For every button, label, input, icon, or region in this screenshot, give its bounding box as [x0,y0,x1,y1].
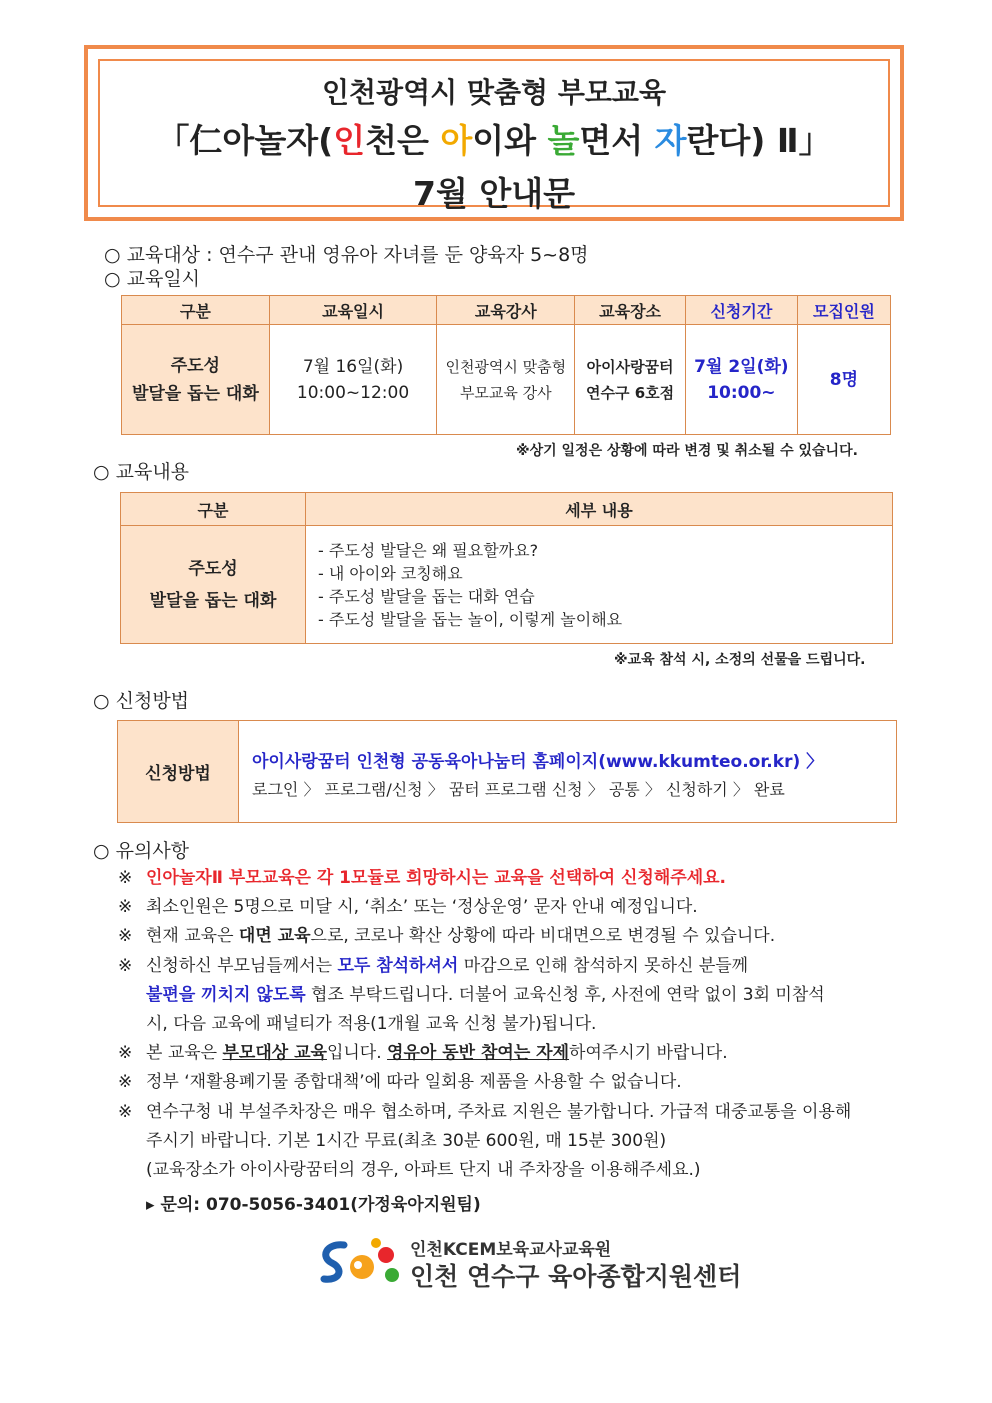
title-randa: 란다) [686,121,766,160]
content-header-category: 구분 [121,493,306,526]
content-category-line1: 주도성 [188,558,238,579]
note-4-d: 불편을 끼치지 않도록 [146,985,306,1005]
schedule-instructor-line1: 인천광역시 맞춤형 [445,357,567,376]
title-a2: 아 [440,121,473,160]
title-line1: 인천광역시 맞춤형 부모교육 [321,76,667,109]
education-target: ○ 교육대상 : 연수구 관내 영유아 자녀를 둔 양육자 5~8명 [104,244,589,266]
title-roman: Ⅱ [765,121,799,160]
schedule-date: 7월 16일(화) [302,356,404,377]
note-4-a: 신청하신 부모님들께서는 [146,956,338,976]
schedule-period-line1: 7월 2일(화) [694,356,789,377]
note-5-b: 부모대상 교육 [222,1043,327,1063]
schedule-instructor [437,325,575,435]
schedule-header-place: 교육장소 [575,296,686,325]
title-ja2: 자 [654,121,687,160]
schedule-capacity: 8명 [797,325,890,435]
center-logo-icon [314,1235,406,1291]
apply-label: 신청방법 [118,721,239,822]
apply-steps: 로그인 〉 프로그램/신청 〉 꿈터 프로그램 신청 〉 공통 〉 신청하기 〉 완료 [252,780,785,799]
schedule-header-period: 신청기간 [685,296,797,325]
title-cheoneun: 천은 [365,121,441,160]
schedule-table [121,295,891,435]
note-mark: ※ [118,926,133,946]
schedule-period-line2: 10:00~ [707,382,776,403]
logo-title: 인천 연수구 육아종합지원센터 [410,1262,742,1291]
note-6 [118,1068,682,1097]
schedule-header-category: 구분 [122,296,270,325]
note-4-line2 [146,981,825,1010]
content-heading: ○ 교육내용 [93,461,190,483]
schedule-time: 10:00~12:00 [296,382,410,403]
schedule-header-row [122,296,891,325]
content-item: - 내 아이와 코칭해요 [318,563,463,583]
schedule-category-line2: 발달을 돕는 대화 [131,383,259,404]
note-4 [118,952,748,981]
content-table [120,492,893,644]
note-5-a: 본 교육은 [146,1043,223,1063]
note-5-c: 입니다. [326,1043,388,1063]
content-row [121,526,893,644]
note-1 [118,864,726,893]
schedule-row [122,325,891,435]
note-7-line2: 주시기 바랍니다. 기본 1시간 무료(최초 30분 600원, 매 15분 300원) [146,1131,667,1151]
note-2 [118,893,698,922]
schedule-note: ※상기 일정은 상황에 따라 변경 및 취소될 수 있습니다. [516,443,858,459]
note-mark: ※ [118,1102,133,1122]
note-5 [118,1039,728,1068]
note-3-a: 현재 교육은 [146,926,239,946]
schedule-period [685,325,797,435]
title-line2 [100,115,888,162]
note-mark: ※ [118,897,133,917]
title-nol: 놀 [254,121,287,160]
content-header-detail: 세부 내용 [306,493,893,526]
schedule-heading: ○ 교육일시 [104,268,201,290]
note-3-b: 대면 교육 [238,926,311,946]
content-items [306,526,893,644]
note-1-text: 인아놀자Ⅱ 부모교육은 각 1모듈로 희망하시는 교육을 선택하여 신청해주세요. [146,868,726,888]
note-3 [118,922,775,951]
logo-subtitle: 인천KCEM보육교사교육원 [410,1240,612,1260]
note-7-a: 연수구청 내 부설주차장은 매우 협소하며, 주차료 지원은 불가합니다. 가급적 대중교통을 이용해 [146,1102,852,1122]
note-6-text: 정부 ‘재활용폐기물 종합대책’에 따라 일회용 제품을 사용할 수 없습니다. [146,1072,682,1092]
apply-link[interactable]: 아이사랑꿈터 인천형 공동육아나눔터 홈페이지(www.kkumteo.or.kr) 〉 [252,752,824,772]
note-mark: ※ [118,1043,133,1063]
content-item: - 주도성 발달은 왜 필요할까요? [318,540,539,560]
schedule-header-instructor: 교육강사 [437,296,575,325]
title-ren: 仁 [189,121,223,160]
title-close-bracket: 」 [798,121,832,160]
title-ja: 자 [286,121,319,160]
schedule-header-datetime: 교육일시 [269,296,437,325]
note-5-e: 하여주시기 바랍니다. [569,1043,728,1063]
note-mark: ※ [118,956,133,976]
content-note: ※교육 참석 시, 소정의 선물을 드립니다. [614,652,866,668]
title-paren: ( [318,121,334,160]
title-iwa: 이와 [472,121,548,160]
footer-logo [314,1235,742,1295]
note-mark: ※ [118,868,133,888]
contact-info: ▸ 문의: 070-5056-3401(가정육아지원팀) [146,1195,481,1215]
title-in: 인 [333,121,366,160]
schedule-place [575,325,686,435]
apply-heading: ○ 신청방법 [93,690,190,712]
content-category-line2: 발달을 돕는 대화 [149,590,277,611]
note-4-line3: 시, 다음 교육에 패널티가 적용(1개월 교육 신청 불가)됩니다. [146,1014,597,1034]
title-box [84,45,904,221]
title-a1: 아 [222,121,255,160]
schedule-datetime [269,325,437,435]
content-header-row [121,493,893,526]
note-4-c: 마감으로 인해 참석하지 못하신 분들께 [458,956,749,976]
schedule-instructor-line2: 부모교육 강사 [459,383,552,402]
schedule-category-line1: 주도성 [170,355,220,376]
note-7 [118,1098,851,1127]
note-4-e: 협조 부탁드립니다. 더불어 교육신청 후, 사전에 연락 없이 3회 미참석 [305,985,825,1005]
content-item: - 주도성 발달을 돕는 놀이, 이렇게 놀이해요 [318,609,623,629]
title-line3: 7월 안내문 [413,174,575,213]
note-mark: ※ [118,1072,133,1092]
title-open-bracket: 「 [156,121,190,160]
title-nol2: 놀 [547,121,580,160]
notes-heading: ○ 유의사항 [93,840,190,862]
note-5-d: 영유아 동반 참여는 자제 [387,1043,570,1063]
apply-box [117,720,897,823]
schedule-place-line2: 연수구 6호점 [586,383,675,402]
schedule-place-line1: 아이사랑꿈터 [586,357,674,376]
note-3-c: 으로, 코로나 확산 상황에 따라 비대면으로 변경될 수 있습니다. [310,926,776,946]
note-2-text: 최소인원은 5명으로 미달 시, ‘취소’ 또는 ‘정상운영’ 문자 안내 예정입니다. [146,897,698,917]
schedule-header-capacity: 모집인원 [797,296,890,325]
content-item: - 주도성 발달을 돕는 대화 연습 [318,586,535,606]
title-inner [98,59,890,213]
content-category [121,526,306,644]
note-7-line3: (교육장소가 아이사랑꿈터의 경우, 아파트 단지 내 주차장을 이용해주세요.) [146,1160,701,1180]
title-myeonseo: 면서 [579,121,655,160]
note-4-b: 모두 참석하셔서 [337,956,459,976]
schedule-category [122,325,270,435]
